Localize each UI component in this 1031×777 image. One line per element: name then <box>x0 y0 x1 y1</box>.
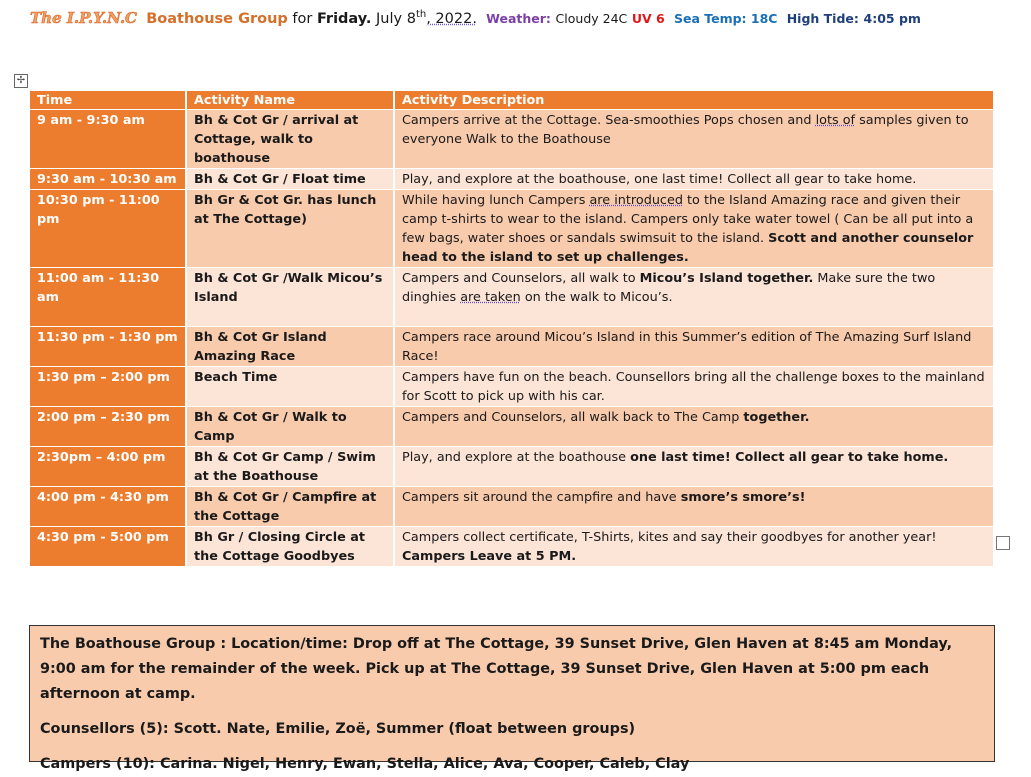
description-cell[interactable] <box>394 487 994 527</box>
desc-text: to the Island Amazing race and given their camp t-shirts to wear to the island. Campers only take water towel ( Can be all put into a few bags, water shoes or sandals swimsuit to the island. <box>402 193 974 246</box>
sea-temp: Sea Temp: 18C <box>673 11 778 26</box>
tide-value: 4:05 pm <box>863 11 921 26</box>
description-cell[interactable] <box>394 367 994 407</box>
desc-text: are taken <box>460 290 521 305</box>
desc-text: together. <box>743 410 810 425</box>
desc-text: Campers and Counselors, all walk back to The Camp <box>402 410 744 425</box>
time-cell[interactable]: 4:30 pm - 5:00 pm <box>30 527 186 567</box>
time-cell[interactable]: 2:30pm – 4:00 pm <box>30 447 186 487</box>
description-cell[interactable] <box>394 190 994 268</box>
group-info-box <box>29 625 995 772</box>
desc-text: Play, and explore at the boathouse, one last time! Collect all gear to take home. <box>402 172 917 187</box>
time-cell[interactable]: 1:30 pm – 2:00 pm <box>30 367 186 407</box>
desc-text: are introduced <box>589 193 683 208</box>
description-cell[interactable] <box>394 169 994 190</box>
activity-cell[interactable]: Bh & Cot Gr / Walk to Camp <box>186 407 394 447</box>
counsellors-info: Counsellors (5): Scott. Nate, Emilie, Zoë, Summer (float between groups) <box>40 721 636 737</box>
desc-text: Campers arrive at the Cottage. <box>402 113 602 128</box>
desc-text: smore’s smore’s! <box>680 490 806 505</box>
activity-cell[interactable]: Beach Time <box>186 367 394 407</box>
header-activity: Activity Name <box>186 91 394 110</box>
desc-text: one last time! Collect all gear to take home. <box>630 450 949 465</box>
description-cell[interactable] <box>394 447 994 487</box>
activity-cell[interactable]: Bh & Cot Gr /Walk Micou’s Island <box>186 268 394 327</box>
desc-text: Sea-smoothies Pops chosen and <box>601 113 816 128</box>
tide-label: High Tide: <box>786 11 859 26</box>
header-time: Time <box>30 91 186 110</box>
description-cell[interactable] <box>394 327 994 367</box>
weather-value: Cloudy 24C <box>555 11 628 26</box>
desc-text: on the walk to Micou’s. <box>520 290 673 305</box>
desc-text: Campers collect certificate, T-Shirts, kites and say their goodbyes for another year! <box>402 530 937 545</box>
location-info: The Boathouse Group : Location/time: Drop off at The Cottage, 39 Sunset Drive, Glen Haven at 8:45 am Monday, 9:00 am for the remainder of the week. Pick up at The Cottage, 39 Sunset Drive, Glen Haven at 5:00 pm each afternoon at camp. <box>40 636 953 702</box>
table-row <box>30 190 994 268</box>
table-row <box>30 407 994 447</box>
table-row <box>30 487 994 527</box>
desc-text: While having lunch Campers <box>402 193 590 208</box>
time-cell[interactable]: 10:30 pm - 11:00 pm <box>30 190 186 268</box>
time-cell[interactable]: 4:00 pm - 4:30 pm <box>30 487 186 527</box>
table-row <box>30 110 994 169</box>
description-cell[interactable] <box>394 268 994 327</box>
activity-cell[interactable]: Bh Gr & Cot Gr. has lunch at The Cottage) <box>186 190 394 268</box>
desc-text: Make sure the two dinghies <box>402 271 936 305</box>
time-cell[interactable]: 9 am - 9:30 am <box>30 110 186 169</box>
time-cell[interactable]: 2:00 pm – 2:30 pm <box>30 407 186 447</box>
time-cell[interactable]: 11:30 pm - 1:30 pm <box>30 327 186 367</box>
activity-cell[interactable]: Bh & Cot Gr / Campfire at the Cottage <box>186 487 394 527</box>
desc-text: Campers and Counselors, all walk to <box>402 271 640 286</box>
table-row <box>30 527 994 567</box>
table-move-icon[interactable]: ✢ <box>14 74 28 88</box>
time-cell[interactable]: 9:30 am - 10:30 am <box>30 169 186 190</box>
activity-cell[interactable]: Bh & Cot Gr / Float time <box>186 169 394 190</box>
desc-text: Campers sit around the campfire and have <box>402 490 681 505</box>
table-resize-icon[interactable] <box>996 536 1010 550</box>
description-cell[interactable] <box>394 527 994 567</box>
desc-text: Campers have fun on the beach. Counsellors bring all the challenge boxes to the mainland for Scott to pick up with his car. <box>402 370 985 404</box>
activity-cell[interactable]: Bh & Cot Gr / arrival at Cottage, walk to boathouse <box>186 110 394 169</box>
schedule-table <box>30 91 995 567</box>
desc-text: samples given to everyone Walk to the Boathouse <box>402 113 969 147</box>
table-row <box>30 327 994 367</box>
table-row <box>30 268 994 327</box>
desc-text: Campers Leave at 5 PM. <box>402 549 577 564</box>
activity-cell[interactable]: Bh Gr / Closing Circle at the Cottage Goodbyes <box>186 527 394 567</box>
group-name: Boathouse Group <box>146 11 288 27</box>
campers-info: Campers (10): Carina. Nigel, Henry, Ewan, Stella, Alice, Ava, Cooper, Caleb, Clay <box>40 756 690 772</box>
desc-text: lots of <box>815 113 856 128</box>
camp-logo-text: The I.P.Y.N.C <box>30 9 137 27</box>
table-header-row <box>30 91 994 110</box>
date-suffix: , 2022. <box>426 11 477 27</box>
activity-cell[interactable]: Bh & Cot Gr Island Amazing Race <box>186 327 394 367</box>
activity-cell[interactable]: Bh & Cot Gr Camp / Swim at the Boathouse <box>186 447 394 487</box>
description-cell[interactable] <box>394 407 994 447</box>
weather-label: Weather: <box>486 11 551 26</box>
desc-text: Campers race around Micou’s Island in this Summer’s edition of The Amazing Surf Island Race! <box>402 330 972 364</box>
table-row <box>30 367 994 407</box>
desc-text: Play, and explore at the boathouse <box>402 450 631 465</box>
description-cell[interactable] <box>394 110 994 169</box>
table-row <box>30 447 994 487</box>
for-text: for <box>292 11 313 27</box>
header-description: Activity Description <box>394 91 994 110</box>
desc-text: Scott and another counselor head to the island to set up challenges. <box>402 231 974 265</box>
time-cell[interactable]: 11:00 am - 11:30 am <box>30 268 186 327</box>
date-sup: th <box>415 9 427 21</box>
date-prefix: July 8 <box>376 11 416 27</box>
table-row <box>30 169 994 190</box>
uv-index: UV 6 <box>631 11 665 26</box>
document-header <box>30 8 921 29</box>
desc-text: Micou’s Island together. <box>639 271 814 286</box>
day-text: Friday. <box>316 11 372 27</box>
